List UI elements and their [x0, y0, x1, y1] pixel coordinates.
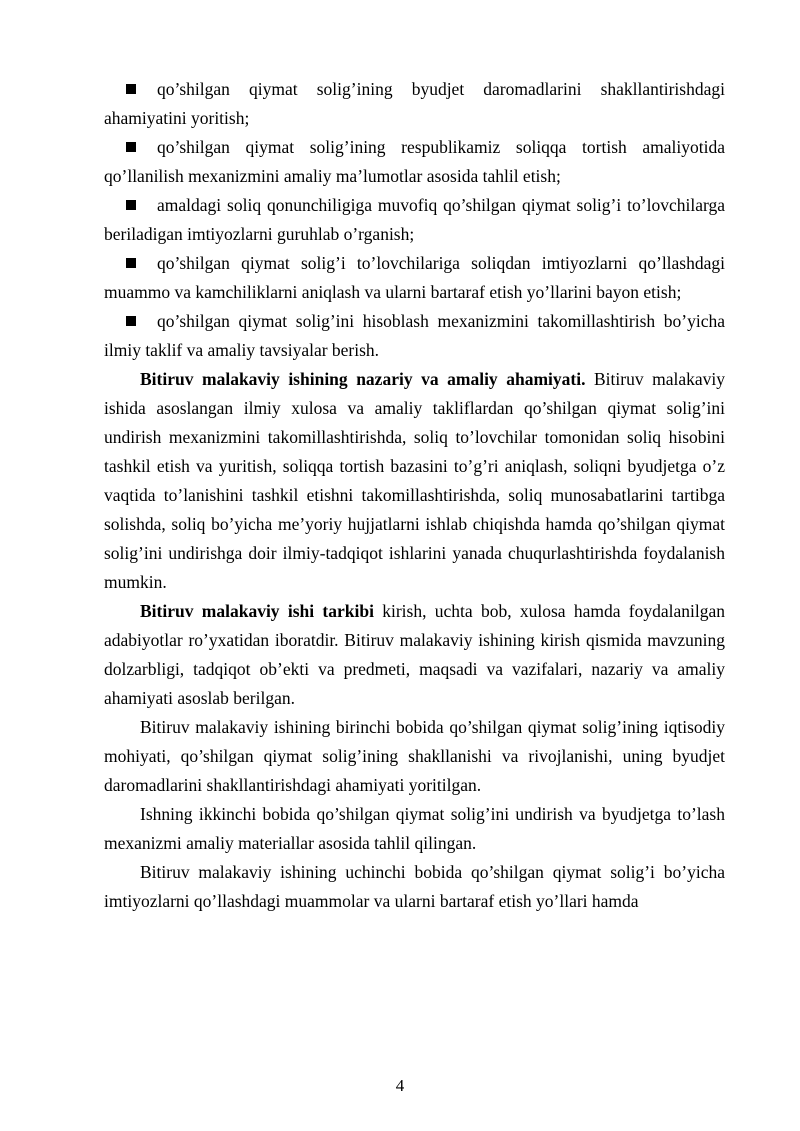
paragraph-text: kirish, uchta bob, xulosa hamda foydalanilgan adabiyotlar ro’yxatidan iboratdir. Bitiruv malakaviy ishining kirish qismida mavzuning dolzarbligi, tadqiqot ob’ekti va predmeti, maqsadi va vazifalari, nazariy va amaliy ahamiyati asoslab berilgan. — [104, 601, 725, 708]
page-body — [104, 75, 725, 916]
bullet-item — [104, 133, 725, 191]
page-number: 4 — [395, 1076, 405, 1095]
square-bullet-icon — [126, 316, 136, 326]
paragraph-heading: Bitiruv malakaviy ishi tarkibi — [140, 601, 374, 621]
bullet-text: qo’shilgan qiymat solig’i to’lovchilariga soliqdan imtiyozlarni qo’llashdagi muammo va kamchiliklarni aniqlash va ularni bartaraf etish yo’llarini bayon etish; — [104, 253, 725, 302]
bullet-item — [104, 191, 725, 249]
paragraph-chapter-two — [104, 800, 725, 858]
paragraph-structure — [104, 597, 725, 713]
square-bullet-icon — [126, 258, 136, 268]
bullet-item — [104, 75, 725, 133]
paragraph-text: Bitiruv malakaviy ishining birinchi bobida qo’shilgan qiymat solig’ining iqtisodiy mohiyati, qo’shilgan qiymat solig’ining shakllanishi va rivojlanishi, uning byudjet daromadlarini shakllantirishdagi ahamiyati yoritilgan. — [104, 717, 725, 795]
paragraph-heading: Bitiruv malakaviy ishining nazariy va amaliy ahamiyati. — [140, 369, 586, 389]
bullet-text: qo’shilgan qiymat solig’ining respublikamiz soliqqa tortish amaliyotida qo’llanilish mexanizmini amaliy ma’lumotlar asosida tahlil etish; — [104, 137, 725, 186]
square-bullet-icon — [126, 200, 136, 210]
paragraph-significance — [104, 365, 725, 597]
paragraph-chapter-three — [104, 858, 725, 916]
paragraph-text: Bitiruv malakaviy ishida asoslangan ilmiy xulosa va amaliy takliflardan qo’shilgan qiymat solig’ini undirish mexanizmini takomillashtirishda, soliq to’lovchilar tomonidan soliq hisobini tashkil etish va yuritish, soliqqa tortish bazasini to’g’ri aniqlash, soliqni byudjetga o’z vaqtida to’lanishini tashkil etishni takomillashtirishda, soliq munosabatlarini tartibga solishda, soliq bo’yicha me’yoriy hujjatlarni ishlab chiqishda hamda qo’shilgan qiymat solig’ini undirishga doir ilmiy-tadqiqot ishlarini yanada chuqurlashtirishda foydalanish mumkin. — [104, 369, 725, 592]
bullet-text: amaldagi soliq qonunchiligiga muvofiq qo’shilgan qiymat solig’i to’lovchilarga beriladigan imtiyozlarni guruhlab o’rganish; — [104, 195, 725, 244]
paragraph-text: Ishning ikkinchi bobida qo’shilgan qiymat solig’ini undirish va byudjetga to’lash mexanizmi amaliy materiallar asosida tahlil qilingan. — [104, 804, 725, 853]
bullet-item — [104, 249, 725, 307]
paragraph-chapter-one — [104, 713, 725, 800]
bullet-text: qo’shilgan qiymat solig’ining byudjet daromadlarini shakllantirishdagi ahamiyatini yoritish; — [104, 79, 725, 128]
bullet-item — [104, 307, 725, 365]
paragraph-text: Bitiruv malakaviy ishining uchinchi bobida qo’shilgan qiymat solig’i bo’yicha imtiyozlarni qo’llashdagi muammolar va ularni bartaraf etish yo’llari hamda — [104, 862, 725, 911]
square-bullet-icon — [126, 142, 136, 152]
square-bullet-icon — [126, 84, 136, 94]
bullet-text: qo’shilgan qiymat solig’ini hisoblash mexanizmini takomillashtirish bo’yicha ilmiy taklif va amaliy tavsiyalar berish. — [104, 311, 725, 360]
